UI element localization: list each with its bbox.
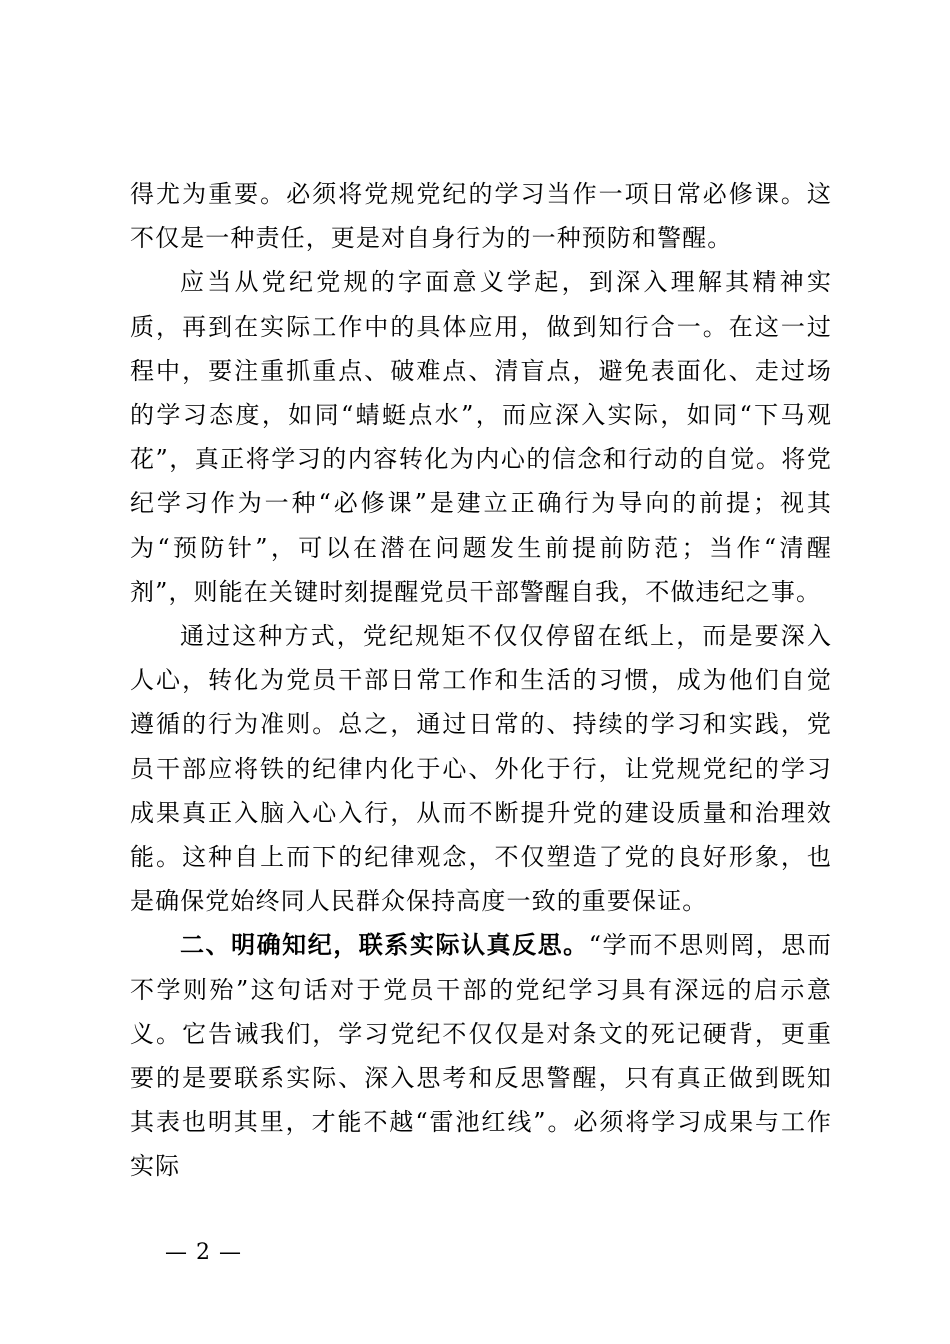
document-body <box>130 172 832 1189</box>
section-heading: 二、明确知纪，联系实际认真反思。 <box>180 931 589 960</box>
paragraph-4 <box>130 923 832 1188</box>
paragraph-3 <box>130 614 832 923</box>
paragraph-2-text: 应当从党纪党规的字面意义学起，到深入理解其精神实质，再到在实际工作中的具体应用，做到知行合一。在这一过程中，要注重抓重点、破难点、清盲点，避免表面化、走过场的学习态度，如同“蜻蜓点水”，而应深入实际，如同“下马观花”，真正将学习的内容转化为内心的信念和行动的自觉。将党纪学习作为一种“必修课”是建立正确行为导向的前提；视其为“预防针”，可以在潜在问题发生前提前防范；当作“清醒剂”，则能在关键时刻提醒党员干部警醒自我，不做违纪之事。 <box>130 268 832 606</box>
paragraph-3-text: 通过这种方式，党纪规矩不仅仅停留在纸上，而是要深入人心，转化为党员干部日常工作和生活的习惯，成为他们自觉遵循的行为准则。总之，通过日常的、持续的学习和实践，党员干部应将铁的纪律内化于心、外化于行，让党规党纪的学习成果真正入脑入心入行，从而不断提升党的建设质量和治理效能。这种自上而下的纪律观念，不仅塑造了党的良好形象，也是确保党始终同人民群众保持高度一致的重要保证。 <box>130 622 832 916</box>
paragraph-1 <box>130 172 832 260</box>
page-number: — 2 — <box>165 1240 242 1265</box>
paragraph-2 <box>130 260 832 614</box>
paragraph-4-text: “学而不思则罔，思而不学则殆”这句话对于党员干部的党纪学习具有深远的启示意义。它告诫我们，学习党纪不仅仅是对条文的死记硬背，更重要的是要联系实际、深入思考和反思警醒，只有真正做到既知其表也明其里，才能不越“雷池红线”。必须将学习成果与工作实际 <box>130 931 832 1181</box>
paragraph-1-text: 得尤为重要。必须将党规党纪的学习当作一项日常必修课。这不仅是一种责任，更是对自身行为的一种预防和警醒。 <box>130 180 832 253</box>
